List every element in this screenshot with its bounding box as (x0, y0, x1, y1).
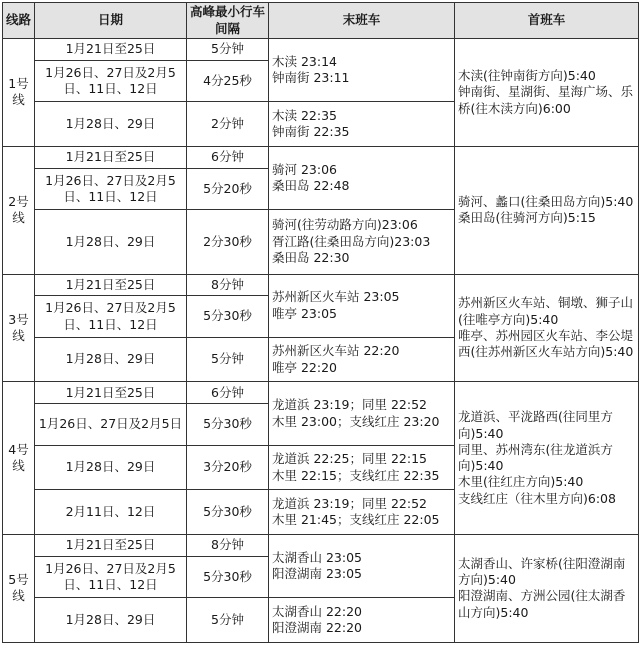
header-line: 线路 (3, 3, 35, 39)
table-row (3, 39, 639, 61)
first-train-cell: 龙道浜、平泷路西(往同里方向)5:40 同里、苏州湾东(往龙道浜方向)5:40 木里(往红庄方向)5:40 支线红庄（往木里方向)6:08 (455, 382, 639, 535)
interval-cell: 2分30秒 (187, 210, 269, 274)
first-train-cell: 苏州新区火车站、铜墩、狮子山(往唯亭方向)5:40 唯亭、苏州园区火车站、李公堤西(往苏州新区火车站方向)5:40 (455, 274, 639, 382)
interval-cell: 5分30秒 (187, 490, 269, 535)
interval-cell: 5分30秒 (187, 296, 269, 338)
last-train-cell: 木渎 22:35 钟南街 22:35 (269, 102, 455, 147)
date-cell: 1月26日、27日及2月5日、11日、12日 (35, 556, 187, 598)
interval-cell: 5分30秒 (187, 404, 269, 446)
date-cell: 1月21日至25日 (35, 39, 187, 61)
line-2-cell: 2号线 (3, 146, 35, 274)
header-date: 日期 (35, 3, 187, 39)
last-train-cell: 骑河 23:06 桑田岛 22:48 (269, 146, 455, 209)
last-train-cell: 苏州新区火车站 23:05 唯亭 23:05 (269, 274, 455, 337)
first-train-cell: 太湖香山、许家桥(往阳澄湖南方向)5:40 阳澄湖南、方洲公园(往太湖香山方向)5:40 (455, 534, 639, 642)
interval-cell: 3分20秒 (187, 445, 269, 490)
table-row (3, 146, 639, 168)
date-cell: 1月21日至25日 (35, 146, 187, 168)
header-first-train: 首班车 (455, 3, 639, 39)
date-cell: 1月26日、27日及2月5日、11日、12日 (35, 60, 187, 102)
line-1-cell: 1号线 (3, 39, 35, 147)
first-train-cell: 木渎(往钟南街方向)5:40 钟南街、星湖街、星海广场、乐桥(往木渎方向)6:00 (455, 39, 639, 147)
line-4-cell: 4号线 (3, 382, 35, 535)
interval-cell: 5分30秒 (187, 556, 269, 598)
last-train-cell: 龙道浜 22:25；同里 22:15 木里 22:15；支线红庄 22:35 (269, 445, 455, 490)
interval-cell: 2分钟 (187, 102, 269, 147)
date-cell: 2月11日、12日 (35, 490, 187, 535)
date-cell: 1月28日、29日 (35, 445, 187, 490)
interval-cell: 6分钟 (187, 146, 269, 168)
date-cell: 1月26日、27日及2月5日 (35, 404, 187, 446)
header-row (3, 3, 639, 39)
date-cell: 1月28日、29日 (35, 598, 187, 643)
interval-cell: 5分钟 (187, 337, 269, 382)
schedule-table (2, 2, 639, 643)
date-cell: 1月21日至25日 (35, 534, 187, 556)
interval-cell: 5分20秒 (187, 168, 269, 210)
last-train-cell: 龙道浜 23:19；同里 22:52 木里 21:45；支线红庄 22:05 (269, 490, 455, 535)
date-cell: 1月28日、29日 (35, 102, 187, 147)
interval-cell: 4分25秒 (187, 60, 269, 102)
date-cell: 1月26日、27日及2月5日、11日、12日 (35, 296, 187, 338)
last-train-cell: 太湖香山 23:05 阳澄湖南 23:05 (269, 534, 455, 597)
interval-cell: 5分钟 (187, 39, 269, 61)
date-cell: 1月28日、29日 (35, 210, 187, 274)
interval-cell: 8分钟 (187, 274, 269, 296)
line-5-cell: 5号线 (3, 534, 35, 642)
line-3-cell: 3号线 (3, 274, 35, 382)
interval-cell: 5分钟 (187, 598, 269, 643)
date-cell: 1月21日至25日 (35, 382, 187, 404)
table-row (3, 382, 639, 404)
last-train-cell: 木渎 23:14 钟南街 23:11 (269, 39, 455, 102)
last-train-cell: 太湖香山 22:20 阳澄湖南 22:20 (269, 598, 455, 643)
last-train-cell: 骑河(往劳动路方向)23:06 胥江路(往桑田岛方向)23:03 桑田岛 22:30 (269, 210, 455, 274)
date-cell: 1月21日至25日 (35, 274, 187, 296)
interval-cell: 6分钟 (187, 382, 269, 404)
last-train-cell: 龙道浜 23:19；同里 22:52 木里 23:00；支线红庄 23:20 (269, 382, 455, 445)
table-row (3, 274, 639, 296)
table-row (3, 534, 639, 556)
last-train-cell: 苏州新区火车站 22:20 唯亭 22:20 (269, 337, 455, 382)
header-last-train: 末班车 (269, 3, 455, 39)
date-cell: 1月26日、27日及2月5日、11日、12日 (35, 168, 187, 210)
first-train-cell: 骑河、蠡口(往桑田岛方向)5:40 桑田岛(往骑河方向)5:15 (455, 146, 639, 274)
date-cell: 1月28日、29日 (35, 337, 187, 382)
interval-cell: 8分钟 (187, 534, 269, 556)
header-interval: 高峰最小行车间隔 (187, 3, 269, 39)
